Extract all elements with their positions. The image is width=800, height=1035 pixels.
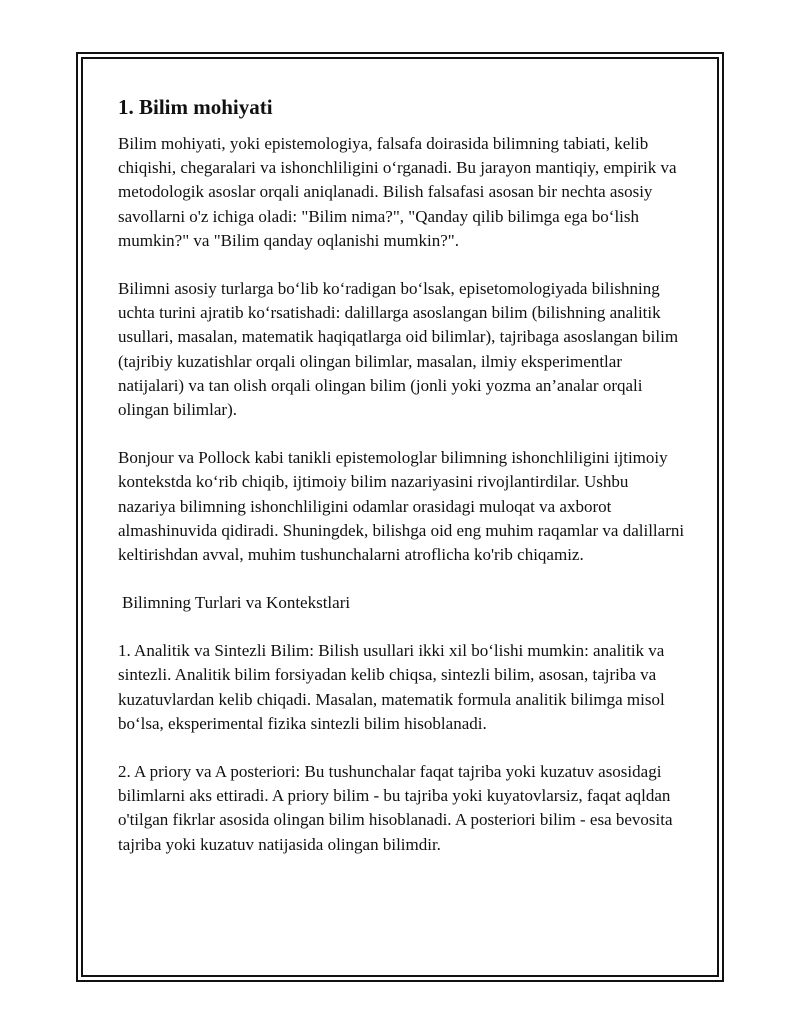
paragraph-social-theory: Bonjour va Pollock kabi tanikli epistemologlar bilimning ishonchliligini ijtimoiy kontekstda ko‘rib chiqib, ijtimoiy bilim nazariyasini rivojlantirdilar. Ushbu nazariya bilimning ishonchliligini odamlar orasidagi muloqat va axborot almashinuvida qidiradi. Shuningdek, bilishga oid eng muhim raqamlar va dalillarni keltirishdan avval, muhim tushunchalarni atroflicha ko'rib chiqamiz. — [118, 448, 685, 565]
section-heading: 1. Bilim mohiyati — [118, 95, 273, 119]
document-content — [118, 93, 688, 881]
paragraph-intro: Bilim mohiyati, yoki epistemologiya, falsafa doirasida bilimning tabiati, kelib chiqishi, chegaralari va ishonchliligini o‘rganadi. Bu jarayon mantiqiy, empirik va metodologik asoslar orqali aniqlanadi. Bilish falsafasi asosan bir nechta asosiy savollarni o'z ichiga oladi: "Bilim nima?", "Qanday qilib bilimga ega bo‘lish mumkin?" va "Bilim qanday oqlanishi mumkin?". — [118, 134, 677, 250]
paragraph-types: Bilimni asosiy turlarga bo‘lib ko‘radigan bo‘lsak, episetomologiyada bilishning uchta turini ajratib ko‘rsatishadi: dalillarga asoslangan bilim (bilishning analitik usullari, masalan, matematik haqiqatlarga oid bilimlar), tajribaga asoslangan bilim (tajribiy kuzatishlar orqali olingan bilimlar, masalan, ilmiy eksperimentlar natijalari) va tan olish orqali olingan bilim (jonli yoki yozma an’analar orqali olingan bilimlar). — [118, 279, 679, 420]
subheading: Bilimning Turlari va Kontekstlari — [122, 593, 351, 613]
paragraph-analytic-synthetic: 1. Analitik va Sintezli Bilim: Bilish usullari ikki xil bo‘lishi mumkin: analitik va sintezli. Analitik bilim forsiyadan kelib chiqsa, sintezli bilim, asosan, tajriba va kuzatuvlardan kelib chiqadi. Masalan, matematik formula analitik bilimga misol bo‘lsa, eksperimental fizika sintezli bilim hisoblanadi. — [118, 641, 665, 733]
paragraph-a-priori-a-posteriori: 2. A priory va A posteriori: Bu tushunchalar faqat tajriba yoki kuzatuv asosidagi bilimlarni aks ettiradi. A priory bilim - bu tajriba yoki kuyatovlarsiz, faqat aqldan o'tilgan fikrlar asosida olingan bilim hisoblanadi. A posteriori bilim - esa bevosita tajriba yoki kuzatuv natijasida olingan bilimdir. — [118, 762, 673, 854]
